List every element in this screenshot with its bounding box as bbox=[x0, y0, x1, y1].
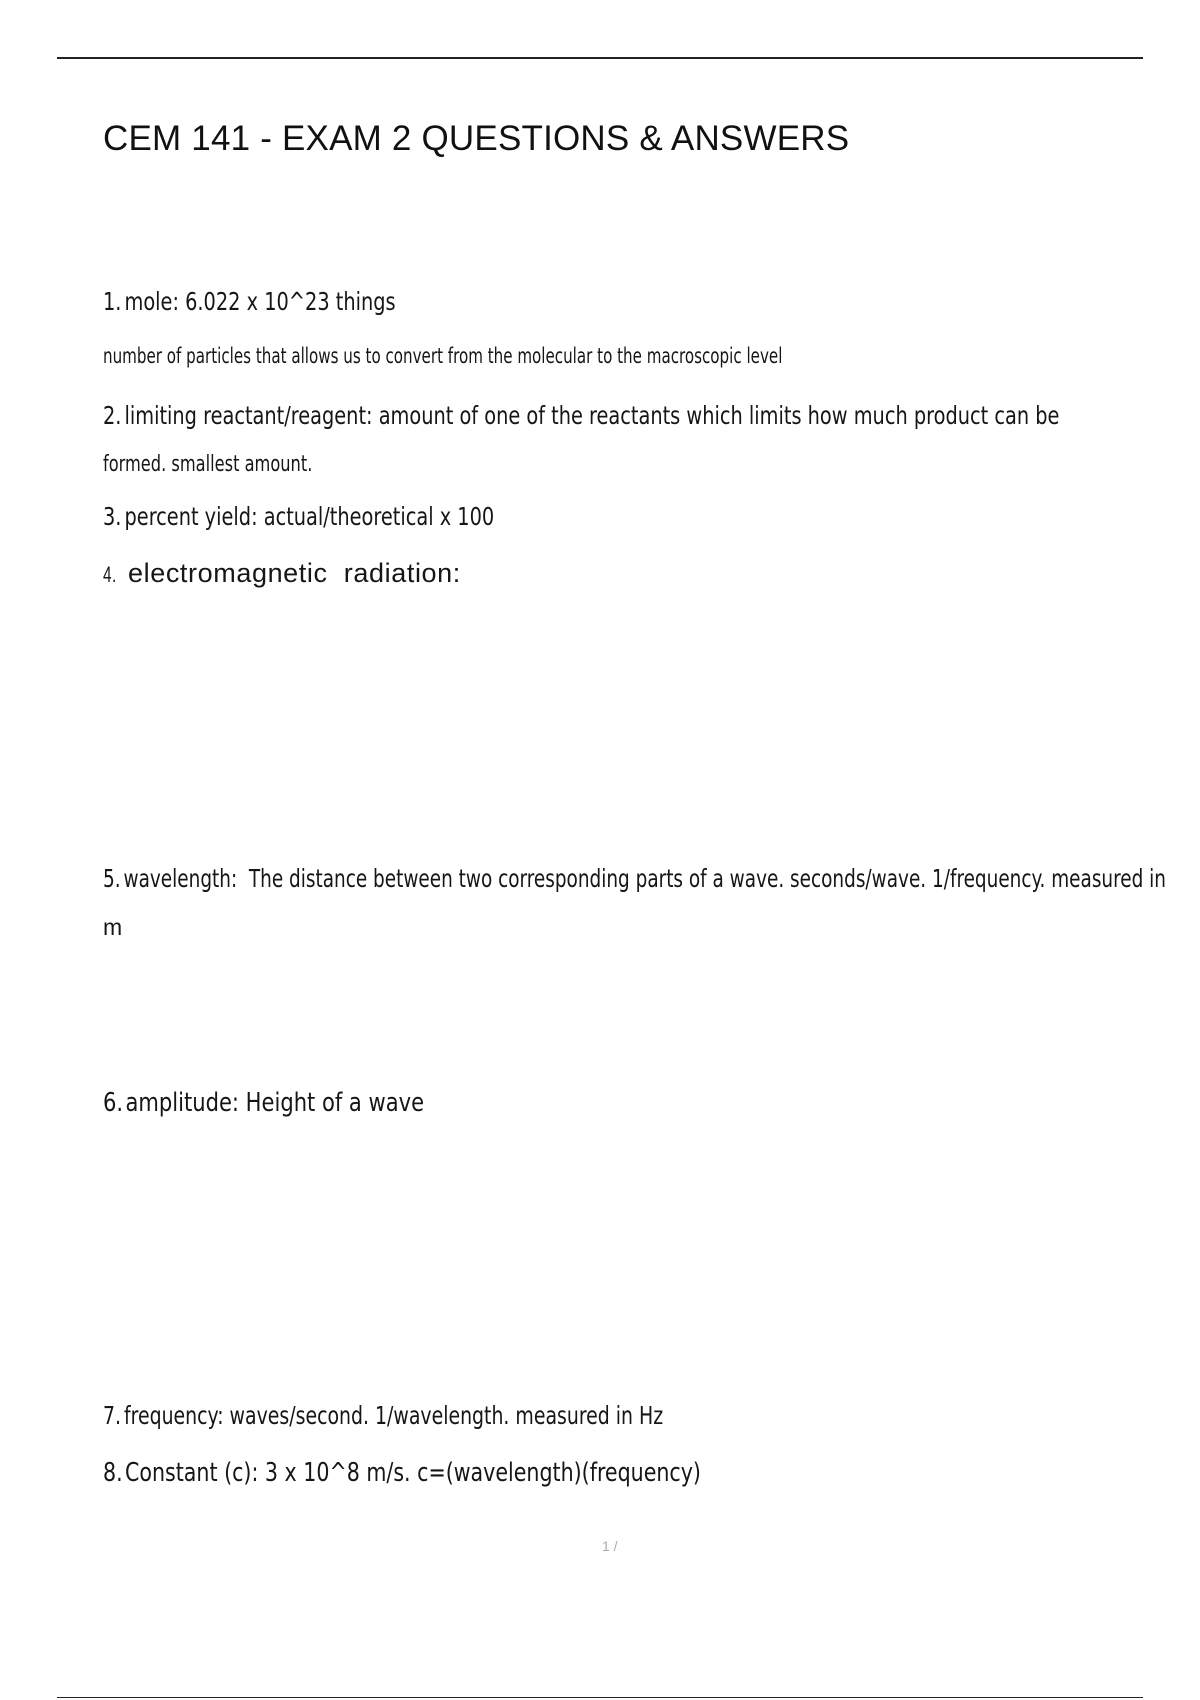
item-7-number: 7. bbox=[103, 1401, 122, 1430]
document-title: CEM 141 - EXAM 2 QUESTIONS & ANSWERS bbox=[103, 119, 850, 158]
item-1 bbox=[103, 287, 396, 316]
bottom-divider bbox=[57, 1697, 1143, 1698]
item-2 bbox=[103, 401, 1059, 430]
item-1-continuation: number of particles that allows us to convert from the molecular to the macroscopic level bbox=[103, 344, 783, 368]
top-divider bbox=[57, 57, 1143, 59]
item-7 bbox=[103, 1401, 663, 1430]
page-number: 1 / bbox=[602, 1538, 618, 1554]
item-6 bbox=[103, 1088, 424, 1118]
item-8-text: Constant (c): 3 x 10^8 m/s. c=(wavelength)(frequency) bbox=[125, 1458, 701, 1488]
item-1-text: mole: 6.022 x 10^23 things bbox=[124, 287, 396, 316]
item-5-number: 5. bbox=[103, 864, 121, 893]
item-5-text: wavelength: The distance between two corresponding parts of a wave. seconds/wave. 1/frequency. measured in bbox=[123, 864, 1166, 893]
item-2-continuation: formed. smallest amount. bbox=[103, 452, 313, 477]
item-6-number: 6. bbox=[103, 1088, 124, 1118]
item-2-text: limiting reactant/reagent: amount of one of the reactants which limits how much product can be bbox=[124, 401, 1060, 430]
item-8-number: 8. bbox=[103, 1458, 123, 1488]
item-8 bbox=[103, 1458, 701, 1488]
item-4-number: 4. bbox=[103, 562, 117, 587]
item-3 bbox=[103, 502, 494, 531]
item-3-number: 3. bbox=[103, 502, 122, 531]
item-7-text: frequency: waves/second. 1/wavelength. measured in Hz bbox=[124, 1401, 664, 1430]
item-1-number: 1. bbox=[103, 287, 122, 316]
item-5-continuation: m bbox=[103, 914, 123, 940]
item-4-text: electromagnetic radiation: bbox=[128, 558, 461, 588]
item-6-text: amplitude: Height of a wave bbox=[125, 1088, 425, 1118]
item-3-text: percent yield: actual/theoretical x 100 bbox=[124, 502, 495, 531]
item-4 bbox=[103, 558, 461, 589]
item-2-number: 2. bbox=[103, 401, 122, 430]
item-5 bbox=[103, 864, 1166, 893]
